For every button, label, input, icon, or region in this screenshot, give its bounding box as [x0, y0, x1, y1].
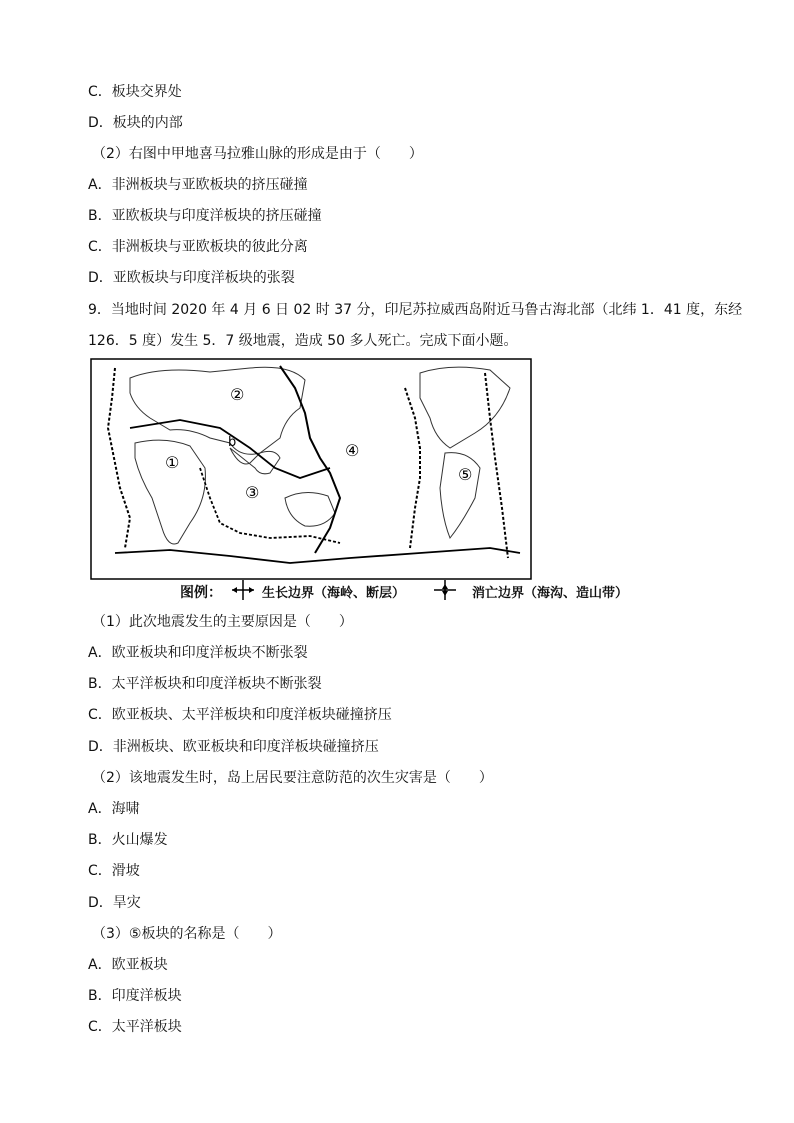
- line-15: （2）该地震发生时，岛上居民要注意防范的次生灾害是（ ）: [92, 770, 493, 786]
- legend-subduction-text: 消亡边界（海沟、造山带）: [472, 586, 629, 601]
- legend-subduction-icon: [432, 580, 458, 600]
- plate-label-1: ①: [165, 453, 180, 472]
- plate-label-5: ⑤: [458, 465, 473, 484]
- line-9: 126．5 度）发生 5．7 级地震，造成 50 多人死亡。完成下面小题。: [88, 333, 518, 349]
- line-20: （3）⑤板块的名称是（ ）: [92, 926, 282, 942]
- line-8: 9．当地时间 2020 年 4 月 6 日 02 时 37 分，印尼苏拉威西岛附近马鲁古海北部（北纬 1．41 度，东经: [88, 302, 743, 318]
- line-16: A．海啸: [88, 801, 140, 817]
- plate-label-3: ③: [245, 483, 260, 502]
- map-legend: [180, 580, 629, 602]
- plate-map-svg: [90, 358, 532, 580]
- line-22: B．印度洋板块: [88, 988, 182, 1004]
- line-1: C．板块交界处: [88, 84, 182, 100]
- line-14: D．非洲板块、欧亚板块和印度洋板块碰撞挤压: [88, 739, 379, 755]
- line-10: （1）此次地震发生的主要原因是（ ）: [92, 614, 353, 630]
- line-12: B．太平洋板块和印度洋板块不断张裂: [88, 676, 322, 692]
- plate-map: [90, 358, 629, 601]
- line-19: D．旱灾: [88, 895, 141, 911]
- line-3: （2）右图中甲地喜马拉雅山脉的形成是由于（ ）: [92, 146, 423, 162]
- plate-label-2: ②: [230, 385, 245, 404]
- plate-label-4: ④: [345, 441, 360, 460]
- line-13: C．欧亚板块、太平洋板块和印度洋板块碰撞挤压: [88, 707, 392, 723]
- line-5: B．亚欧板块与印度洋板块的挤压碰撞: [88, 208, 322, 224]
- line-21: A．欧亚板块: [88, 957, 168, 973]
- legend-growth-text: 生长边界（海岭、断层）: [262, 586, 406, 601]
- line-23: C．太平洋板块: [88, 1019, 182, 1035]
- line-6: C．非洲板块与亚欧板块的彼此分离: [88, 239, 308, 255]
- line-18: C．滑坡: [88, 863, 140, 879]
- line-17: B．火山爆发: [88, 832, 168, 848]
- line-4: A．非洲板块与亚欧板块的挤压碰撞: [88, 177, 308, 193]
- line-7: D．亚欧板块与印度洋板块的张裂: [88, 270, 295, 286]
- legend-growth-icon: [230, 580, 256, 600]
- line-2: D．板块的内部: [88, 115, 183, 131]
- line-11: A．欧亚板块和印度洋板块不断张裂: [88, 645, 308, 661]
- plate-label-b: b: [228, 435, 237, 450]
- legend-title: 图例：: [180, 585, 222, 601]
